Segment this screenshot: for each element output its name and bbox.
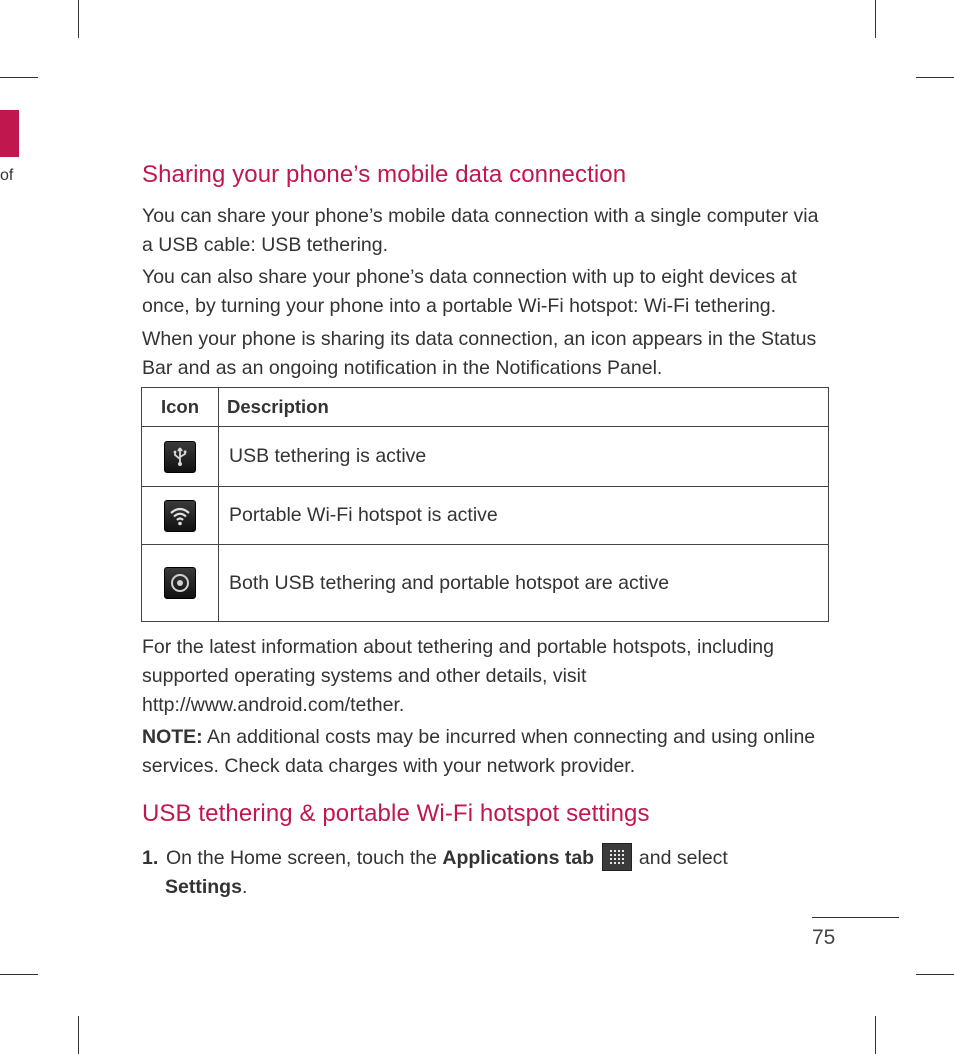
crop-mark — [875, 1016, 876, 1054]
table-row — [142, 545, 829, 622]
footer-rule — [812, 917, 899, 918]
icon-cell — [142, 487, 219, 545]
paragraph: When your phone is sharing its data connection, an icon appears in the Status Bar and as an ongoing notification in the Notifications Panel. — [142, 328, 817, 379]
description-cell: Both USB tethering and portable hotspot are active — [219, 545, 829, 622]
intro-paragraphs — [142, 325, 830, 383]
paragraph: For the latest information about tethering and portable hotspots, including supported operating systems and other details, visit http://www.android.com/tether. — [142, 636, 774, 716]
step-text: and select — [633, 847, 728, 869]
column-header-icon: Icon — [142, 388, 219, 427]
intro-paragraphs — [142, 202, 830, 260]
step-number: 1. — [142, 847, 159, 869]
chapter-tab-text: of — [0, 167, 14, 184]
crop-mark — [0, 974, 38, 975]
note-paragraph — [142, 723, 830, 781]
table-header-row — [142, 388, 829, 427]
section-usb-settings — [142, 800, 830, 828]
description-cell: USB tethering is active — [219, 427, 829, 487]
icon-cell — [142, 427, 219, 487]
crop-mark — [916, 974, 954, 975]
wifi-hotspot-icon — [164, 500, 196, 532]
crop-mark — [875, 0, 876, 38]
description-cell: Portable Wi-Fi hotspot is active — [219, 487, 829, 545]
intro-paragraphs — [142, 263, 830, 321]
step-text: On the Home screen, touch the — [166, 847, 443, 869]
icon-cell — [142, 545, 219, 622]
page-number: 75 — [812, 926, 836, 949]
settings-label: Settings — [165, 876, 242, 898]
section-heading: Sharing your phone’s mobile data connection — [142, 161, 627, 188]
status-icon-table — [141, 387, 829, 622]
step-item — [142, 843, 830, 902]
section-sharing — [142, 161, 830, 189]
section-heading: USB tethering & portable Wi-Fi hotspot settings — [142, 800, 650, 827]
crop-mark — [78, 0, 79, 38]
usb-and-hotspot-icon — [164, 567, 196, 599]
paragraph: You can also share your phone’s data connection with up to eight devices at once, by turning your phone into a portable Wi-Fi hotspot: Wi-Fi tethering. — [142, 266, 797, 317]
crop-mark — [0, 77, 38, 78]
note-text: An additional costs may be incurred when connecting and using online services. Check data charges with your network provider. — [142, 726, 816, 777]
chapter-tab — [0, 110, 19, 157]
crop-mark — [916, 77, 954, 78]
note-block — [142, 723, 830, 781]
note-label: NOTE: — [142, 726, 203, 748]
applications-grid-icon — [602, 843, 632, 871]
paragraph: You can share your phone’s mobile data connection with a single computer via a USB cable: USB tethering. — [142, 205, 819, 256]
crop-mark — [78, 1016, 79, 1054]
table-row — [142, 427, 829, 487]
info-block — [142, 633, 830, 720]
applications-tab-label: Applications tab — [442, 847, 595, 869]
usb-tethering-icon — [164, 441, 196, 473]
table-row — [142, 487, 829, 545]
column-header-description: Description — [219, 388, 829, 427]
step-text-end: . — [241, 876, 248, 898]
